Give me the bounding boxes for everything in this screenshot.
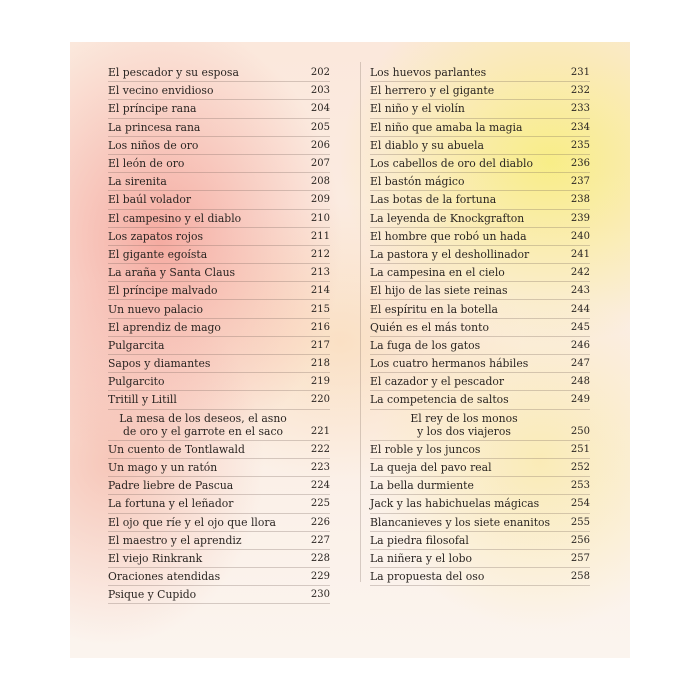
- toc-entry-page-number: 206: [310, 139, 330, 151]
- toc-entry: [370, 568, 590, 586]
- toc-entry: [108, 373, 330, 391]
- toc-entry: [108, 191, 330, 209]
- toc-entry-title: El hijo de las siete reinas: [370, 284, 508, 298]
- toc-entry-title: La araña y Santa Claus: [108, 266, 236, 280]
- toc-entry-page-number: 208: [310, 176, 330, 188]
- toc-entry-title: Los cuatro hermanos hábiles: [370, 357, 529, 371]
- toc-entry-title: El príncipe malvado: [108, 284, 218, 298]
- toc-entry-page-number: 241: [570, 248, 590, 260]
- toc-entry: [370, 337, 590, 355]
- toc-entry: [370, 441, 590, 459]
- toc-entry-title: La sirenita: [108, 175, 167, 189]
- toc-entry-page-number: 231: [570, 67, 590, 79]
- toc-entry: [108, 228, 330, 246]
- toc-entry: [108, 568, 330, 586]
- toc-entry-title: Pulgarcito: [108, 375, 165, 389]
- toc-entry-title: El bastón mágico: [370, 175, 465, 189]
- toc-entry-title: La niñera y el lobo: [370, 551, 472, 565]
- toc-entry-title: Tritill y Litill: [108, 393, 177, 407]
- toc-entry: [108, 155, 330, 173]
- toc-entry-page-number: 254: [570, 498, 590, 510]
- toc-entry-page-number: 239: [570, 212, 590, 224]
- toc-entry-page-number: 212: [310, 248, 330, 260]
- toc-entry-page-number: 244: [570, 303, 590, 315]
- toc-entry-page-number: 252: [570, 462, 590, 474]
- toc-entry: [370, 100, 590, 118]
- toc-entry-title: El hombre que robó un hada: [370, 229, 527, 243]
- toc-entry-page-number: 216: [310, 321, 330, 333]
- toc-entry-page-number: 223: [310, 462, 330, 474]
- toc-entry-title: El león de oro: [108, 157, 185, 171]
- toc-entry: [370, 410, 590, 441]
- toc-entry-page-number: 245: [570, 321, 590, 333]
- toc-entry-title: La princesa rana: [108, 120, 201, 134]
- toc-entry: [108, 282, 330, 300]
- toc-entry: [108, 264, 330, 282]
- toc-entry-page-number: 214: [310, 285, 330, 297]
- toc-entry: [370, 82, 590, 100]
- toc-entry-title: El vecino envidioso: [108, 84, 214, 98]
- toc-entry-title: El viejo Rinkrank: [108, 551, 203, 565]
- toc-entry-page-number: 233: [570, 103, 590, 115]
- toc-entry-page-number: 227: [310, 534, 330, 546]
- toc-entry-title: Un cuento de Tontlawald: [108, 442, 245, 456]
- toc-entry-title: El roble y los juncos: [370, 442, 481, 456]
- toc-entry-page-number: 220: [310, 394, 330, 406]
- toc-entry-title: La pastora y el deshollinador: [370, 247, 530, 261]
- toc-entry-title: Los zapatos rojos: [108, 229, 203, 243]
- toc-entry-title: La fuga de los gatos: [370, 338, 481, 352]
- toc-entry-page-number: 242: [570, 267, 590, 279]
- toc-entry-title: El herrero y el gigante: [370, 84, 495, 98]
- toc-entry: [370, 191, 590, 209]
- toc-entry-title: La fortuna y el leñador: [108, 497, 234, 511]
- toc-entry: [108, 64, 330, 82]
- toc-entry-page-number: 221: [310, 425, 330, 437]
- toc-entry: [108, 355, 330, 373]
- toc-entry-page-number: 238: [570, 194, 590, 206]
- toc-entry-page-number: 228: [310, 552, 330, 564]
- toc-entry-page-number: 236: [570, 158, 590, 170]
- toc-entry-title: El diablo y su abuela: [370, 138, 484, 152]
- toc-entry-page-number: 210: [310, 212, 330, 224]
- toc-entry: [108, 391, 330, 409]
- toc-entry-title: La competencia de saltos: [370, 393, 509, 407]
- toc-entry-page-number: 211: [310, 230, 330, 242]
- toc-entry: [108, 300, 330, 318]
- toc-entry-title: La queja del pavo real: [370, 461, 492, 475]
- toc-entry: [108, 532, 330, 550]
- toc-entry: [370, 155, 590, 173]
- toc-entry: [370, 459, 590, 477]
- toc-entry: [370, 495, 590, 513]
- toc-entry-title: Blancanieves y los siete enanitos: [370, 515, 551, 529]
- toc-entry-title: Un nuevo palacio: [108, 302, 204, 316]
- toc-entry-page-number: 204: [310, 103, 330, 115]
- toc-entry-page-number: 234: [570, 121, 590, 133]
- toc-entry-title: Psique y Cupido: [108, 588, 197, 602]
- toc-entry: [108, 586, 330, 604]
- toc-entry: [370, 173, 590, 191]
- toc-entry: [370, 477, 590, 495]
- toc-entry-page-number: 232: [570, 85, 590, 97]
- toc-entry-page-number: 225: [310, 498, 330, 510]
- toc-entry: [108, 82, 330, 100]
- toc-entry-page-number: 213: [310, 267, 330, 279]
- toc-entry-title: Pulgarcita: [108, 338, 165, 352]
- toc-column-right: [370, 64, 590, 586]
- toc-entry-title: Oraciones atendidas: [108, 570, 221, 584]
- toc-entry: [108, 550, 330, 568]
- toc-entry: [108, 100, 330, 118]
- toc-entry-page-number: 203: [310, 85, 330, 97]
- toc-entry-page-number: 217: [310, 339, 330, 351]
- toc-entry-page-number: 251: [570, 443, 590, 455]
- toc-entry: [370, 119, 590, 137]
- toc-entry: [370, 210, 590, 228]
- toc-entry: [108, 441, 330, 459]
- toc-entry: [108, 477, 330, 495]
- toc-entry-page-number: 250: [570, 425, 590, 437]
- toc-entry: [108, 337, 330, 355]
- toc-entry-page-number: 205: [310, 121, 330, 133]
- toc-entry-page-number: 229: [310, 571, 330, 583]
- toc-entry: [108, 319, 330, 337]
- toc-entry: [370, 137, 590, 155]
- toc-entry: [370, 373, 590, 391]
- toc-entry-page-number: 255: [570, 516, 590, 528]
- toc-entry-title: El campesino y el diablo: [108, 211, 242, 225]
- toc-entry-title: Un mago y un ratón: [108, 461, 218, 475]
- column-divider: [360, 62, 361, 582]
- toc-entry: [108, 410, 330, 441]
- toc-entry-title: El baúl volador: [108, 193, 192, 207]
- toc-entry-title: El gigante egoísta: [108, 247, 208, 261]
- toc-entry-page-number: 230: [310, 589, 330, 601]
- toc-entry-title: El rey de los monos y los dos viajeros: [410, 411, 518, 438]
- toc-entry-page-number: 218: [310, 358, 330, 370]
- toc-entry-title: Jack y las habichuelas mágicas: [370, 497, 540, 511]
- toc-entry-page-number: 256: [570, 534, 590, 546]
- toc-entry: [370, 319, 590, 337]
- toc-entry-page-number: 222: [310, 443, 330, 455]
- toc-entry: [108, 137, 330, 155]
- toc-entry-title: El espíritu en la botella: [370, 302, 498, 316]
- toc-entry-title: La propuesta del oso: [370, 570, 485, 584]
- toc-entry-title: El maestro y el aprendiz: [108, 533, 242, 547]
- toc-entry-title: Las botas de la fortuna: [370, 193, 497, 207]
- toc-entry-page-number: 207: [310, 158, 330, 170]
- toc-entry: [370, 264, 590, 282]
- toc-entry: [108, 173, 330, 191]
- toc-entry-title: La bella durmiente: [370, 479, 474, 493]
- toc-entry: [370, 532, 590, 550]
- toc-entry-title: La piedra filosofal: [370, 533, 469, 547]
- toc-entry-page-number: 258: [570, 571, 590, 583]
- toc-entry: [370, 300, 590, 318]
- toc-entry-title: El pescador y su esposa: [108, 66, 239, 80]
- toc-entry: [370, 550, 590, 568]
- toc-entry-page-number: 248: [570, 376, 590, 388]
- toc-entry-title: El niño y el violín: [370, 102, 465, 116]
- toc-entry: [108, 459, 330, 477]
- toc-entry-page-number: 219: [310, 376, 330, 388]
- toc-entry-page-number: 247: [570, 358, 590, 370]
- toc-entry-title: Padre liebre de Pascua: [108, 479, 234, 493]
- toc-entry-title: El aprendiz de mago: [108, 320, 221, 334]
- toc-entry: [370, 282, 590, 300]
- toc-entry-page-number: 240: [570, 230, 590, 242]
- toc-entry-title: Los cabellos de oro del diablo: [370, 157, 533, 171]
- toc-entry-title: Los huevos parlantes: [370, 66, 487, 80]
- toc-entry-page-number: 237: [570, 176, 590, 188]
- toc-entry-page-number: 253: [570, 480, 590, 492]
- toc-entry-page-number: 215: [310, 303, 330, 315]
- toc-column-left: [108, 64, 330, 604]
- toc-entry: [108, 246, 330, 264]
- toc-entry-title: Quién es el más tonto: [370, 320, 489, 334]
- toc-entry: [108, 210, 330, 228]
- toc-entry-page-number: 243: [570, 285, 590, 297]
- toc-entry: [370, 64, 590, 82]
- toc-entry-title: El niño que amaba la magia: [370, 120, 523, 134]
- toc-entry-page-number: 226: [310, 516, 330, 528]
- toc-entry-title: El príncipe rana: [108, 102, 197, 116]
- toc-entry-page-number: 246: [570, 339, 590, 351]
- toc-entry-title: La campesina en el cielo: [370, 266, 505, 280]
- toc-entry: [108, 119, 330, 137]
- toc-entry: [108, 495, 330, 513]
- toc-entry-page-number: 209: [310, 194, 330, 206]
- toc-entry-title: Sapos y diamantes: [108, 357, 211, 371]
- toc-entry-page-number: 224: [310, 480, 330, 492]
- toc-entry: [370, 355, 590, 373]
- toc-entry-title: La leyenda de Knockgrafton: [370, 211, 525, 225]
- toc-entry-page-number: 249: [570, 394, 590, 406]
- toc-entry: [370, 391, 590, 409]
- toc-entry: [108, 514, 330, 532]
- toc-entry-title: El ojo que ríe y el ojo que llora: [108, 515, 276, 529]
- toc-entry-page-number: 202: [310, 67, 330, 79]
- book-page: [70, 42, 630, 658]
- toc-entry: [370, 246, 590, 264]
- toc-entry-title: El cazador y el pescador: [370, 375, 505, 389]
- toc-entry-page-number: 235: [570, 139, 590, 151]
- toc-entry-page-number: 257: [570, 552, 590, 564]
- toc-entry-title: La mesa de los deseos, el asno de oro y el garrote en el saco: [119, 411, 287, 438]
- toc-entry: [370, 514, 590, 532]
- toc-entry-title: Los niños de oro: [108, 138, 199, 152]
- toc-entry: [370, 228, 590, 246]
